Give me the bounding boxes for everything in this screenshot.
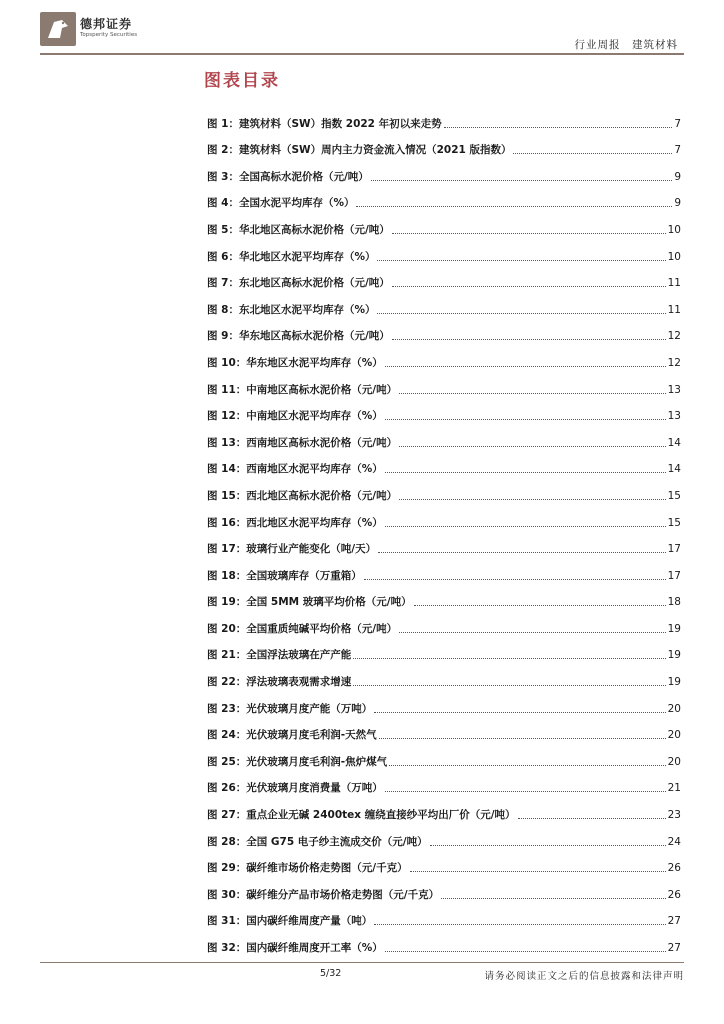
toc-leader-dots xyxy=(377,259,665,261)
toc-entry-label: 图 31：国内碳纤维周度产量（吨） xyxy=(207,915,373,928)
toc-leader-dots xyxy=(399,498,666,500)
toc-leader-dots xyxy=(410,870,666,872)
toc-leader-dots xyxy=(399,631,666,633)
toc-entry-page: 27 xyxy=(667,915,681,928)
toc-leader-dots xyxy=(364,578,666,580)
toc-entry-page: 20 xyxy=(667,702,681,715)
toc-entry-label: 图 4：全国水泥平均库存（%） xyxy=(207,197,355,210)
toc-entry-label: 图 20：全国重质纯碱平均价格（元/吨） xyxy=(207,622,398,635)
brand-name-en: Topsperity Securities xyxy=(80,32,138,38)
toc-leader-dots xyxy=(414,604,666,606)
toc-entry-label: 图 13：西南地区高标水泥价格（元/吨） xyxy=(207,436,398,449)
toc-entry[interactable] xyxy=(207,716,681,743)
toc-entry-label: 图 30：碳纤维分产品市场价格走势图（元/千克） xyxy=(207,888,440,901)
page-header xyxy=(40,12,684,56)
toc-entry-label: 图 16：西北地区水泥平均库存（%） xyxy=(207,516,383,529)
toc-leader-dots xyxy=(374,711,665,713)
toc-entry-page: 19 xyxy=(667,622,681,635)
toc-entry-label: 图 12：中南地区水泥平均库存（%） xyxy=(207,410,383,423)
toc-entry-label: 图 27：重点企业无碱 2400tex 缠绕直接纱平均出厂价（元/吨） xyxy=(207,809,516,822)
toc-entry[interactable] xyxy=(207,450,681,477)
toc-leader-dots xyxy=(374,923,665,925)
toc-entry-page: 26 xyxy=(667,888,681,901)
toc-entry-label: 图 3：全国高标水泥价格（元/吨） xyxy=(207,170,369,183)
toc-leader-dots xyxy=(399,445,666,447)
toc-entry-label: 图 1：建筑材料（SW）指数 2022 年初以来走势 xyxy=(207,117,442,130)
toc-entry-page: 21 xyxy=(667,782,681,795)
toc-leader-dots xyxy=(353,657,665,659)
brand-name-cn: 德邦证券 xyxy=(80,17,133,31)
toc-entry-page: 19 xyxy=(667,676,681,689)
toc-entry[interactable] xyxy=(207,530,681,557)
toc-entry-page: 12 xyxy=(667,330,681,343)
toc-leader-dots xyxy=(399,392,666,394)
toc-entry-label: 图 25：光伏玻璃月度毛利润-焦炉煤气 xyxy=(207,755,388,768)
toc-leader-dots xyxy=(385,418,666,420)
toc-entry-page: 23 xyxy=(667,809,681,822)
toc-entry-page: 14 xyxy=(667,436,681,449)
toc-entry-page: 20 xyxy=(667,729,681,742)
toc-leader-dots xyxy=(444,126,673,128)
toc-entry-page: 20 xyxy=(667,755,681,768)
toc-entry-page: 17 xyxy=(667,569,681,582)
toc-entry-label: 图 15：西北地区高标水泥价格（元/吨） xyxy=(207,489,398,502)
toc-leader-dots xyxy=(353,684,665,686)
page-number: 5/32 xyxy=(320,968,342,979)
toc-leader-dots xyxy=(389,764,666,766)
toc-entry-page: 27 xyxy=(667,942,681,954)
company-logo-icon xyxy=(40,12,76,46)
header-divider xyxy=(40,53,684,55)
page-title: 图表目录 xyxy=(204,71,280,91)
toc-entry[interactable] xyxy=(207,397,681,424)
report-type: 行业周报 建筑材料 xyxy=(574,39,678,51)
toc-entry[interactable] xyxy=(207,423,681,450)
toc-entry[interactable] xyxy=(207,476,681,503)
toc-entry-label: 图 11：中南地区高标水泥价格（元/吨） xyxy=(207,383,398,396)
toc-entry-page: 11 xyxy=(667,303,681,316)
toc-entry[interactable] xyxy=(207,264,681,291)
toc-entry-label: 图 18：全国玻璃库存（万重箱） xyxy=(207,569,362,582)
toc-entry-label: 图 5：华北地区高标水泥价格（元/吨） xyxy=(207,223,390,236)
toc-entry[interactable] xyxy=(207,184,681,211)
toc-entry-label: 图 14：西南地区水泥平均库存（%） xyxy=(207,463,383,476)
toc-entry[interactable] xyxy=(207,556,681,583)
toc-leader-dots xyxy=(371,179,673,181)
toc-entry-page: 10 xyxy=(667,223,681,236)
toc-leader-dots xyxy=(377,312,665,314)
toc-leader-dots xyxy=(518,817,666,819)
toc-entry-label: 图 26：光伏玻璃月度消费量（万吨） xyxy=(207,782,383,795)
toc-entry[interactable] xyxy=(207,769,681,796)
toc-entry-page: 18 xyxy=(667,596,681,609)
toc-entry[interactable] xyxy=(207,131,681,158)
toc-entry[interactable] xyxy=(207,742,681,769)
toc-leader-dots xyxy=(392,338,666,340)
toc-entry[interactable] xyxy=(207,609,681,636)
toc-entry[interactable] xyxy=(207,795,681,822)
toc-entry[interactable] xyxy=(207,875,681,902)
toc-entry[interactable] xyxy=(207,290,681,317)
toc-leader-dots xyxy=(392,232,666,234)
toc-entry-label: 图 22：浮法玻璃表观需求增速 xyxy=(207,676,352,689)
toc-entry[interactable] xyxy=(207,902,681,929)
toc-entry-page: 10 xyxy=(667,250,681,263)
toc-entry[interactable] xyxy=(207,503,681,530)
toc-entry-label: 图 8：东北地区水泥平均库存（%） xyxy=(207,303,376,316)
footer-divider xyxy=(40,962,684,963)
toc-leader-dots xyxy=(513,152,672,154)
toc-entry[interactable] xyxy=(207,157,681,184)
toc-entry-label: 图 19：全国 5MM 玻璃平均价格（元/吨） xyxy=(207,596,412,609)
toc-leader-dots xyxy=(379,737,666,739)
toc-entry-label: 图 28：全国 G75 电子纱主流成交价（元/吨） xyxy=(207,835,428,848)
toc-leader-dots xyxy=(378,551,666,553)
toc-leader-dots xyxy=(392,285,666,287)
toc-leader-dots xyxy=(385,365,666,367)
toc-leader-dots xyxy=(356,205,672,207)
toc-entry[interactable] xyxy=(207,317,681,344)
toc-entry[interactable] xyxy=(207,928,681,955)
toc-entry[interactable] xyxy=(207,370,681,397)
toc-entry[interactable] xyxy=(207,104,681,131)
toc-entry-page: 26 xyxy=(667,862,681,875)
toc-entry[interactable] xyxy=(207,210,681,237)
toc-entry[interactable] xyxy=(207,636,681,663)
toc-leader-dots xyxy=(385,790,666,792)
toc-entry-page: 17 xyxy=(667,543,681,556)
toc-entry-page: 9 xyxy=(674,170,681,183)
toc-entry[interactable] xyxy=(207,689,681,716)
toc-entry[interactable] xyxy=(207,237,681,264)
toc-entry-label: 图 10：华东地区水泥平均库存（%） xyxy=(207,356,383,369)
toc-entry-label: 图 9：华东地区高标水泥价格（元/吨） xyxy=(207,330,390,343)
toc-leader-dots xyxy=(385,471,666,473)
toc-entry-page: 24 xyxy=(667,835,681,848)
toc-entry-label: 图 32：国内碳纤维周度开工率（%） xyxy=(207,942,383,954)
toc-entry-page: 13 xyxy=(667,383,681,396)
toc-entry-label: 图 24：光伏玻璃月度毛利润-天然气 xyxy=(207,729,377,742)
toc-entry-label: 图 21：全国浮法玻璃在产产能 xyxy=(207,649,352,662)
toc-entry-label: 图 29：碳纤维市场价格走势图（元/千克） xyxy=(207,862,408,875)
toc-entry-page: 14 xyxy=(667,463,681,476)
toc-entry-label: 图 17：玻璃行业产能变化（吨/天） xyxy=(207,543,377,556)
toc-entry-page: 9 xyxy=(674,197,681,210)
toc-entry-label: 图 7：东北地区高标水泥价格（元/吨） xyxy=(207,277,390,290)
toc-entry-label: 图 2：建筑材料（SW）周内主力资金流入情况（2021 版指数） xyxy=(207,144,512,157)
toc-entry-page: 12 xyxy=(667,356,681,369)
toc-entry-label: 图 6：华北地区水泥平均库存（%） xyxy=(207,250,376,263)
toc-entry-page: 15 xyxy=(667,516,681,529)
toc-leader-dots xyxy=(385,950,666,952)
footer-disclaimer: 请务必阅读正文之后的信息披露和法律声明 xyxy=(484,971,684,982)
figure-index xyxy=(207,104,681,955)
toc-entry-page: 11 xyxy=(667,277,681,290)
toc-entry-page: 7 xyxy=(674,117,681,130)
toc-entry[interactable] xyxy=(207,343,681,370)
toc-entry[interactable] xyxy=(207,662,681,689)
toc-leader-dots xyxy=(441,897,666,899)
toc-leader-dots xyxy=(385,525,666,527)
toc-entry[interactable] xyxy=(207,583,681,610)
toc-entry-page: 19 xyxy=(667,649,681,662)
toc-entry-page: 15 xyxy=(667,489,681,502)
toc-entry-page: 7 xyxy=(674,144,681,157)
toc-entry-label: 图 23：光伏玻璃月度产能（万吨） xyxy=(207,702,373,715)
toc-entry[interactable] xyxy=(207,849,681,876)
company-logo xyxy=(40,12,190,48)
toc-leader-dots xyxy=(430,844,666,846)
toc-entry[interactable] xyxy=(207,822,681,849)
toc-entry-page: 13 xyxy=(667,410,681,423)
